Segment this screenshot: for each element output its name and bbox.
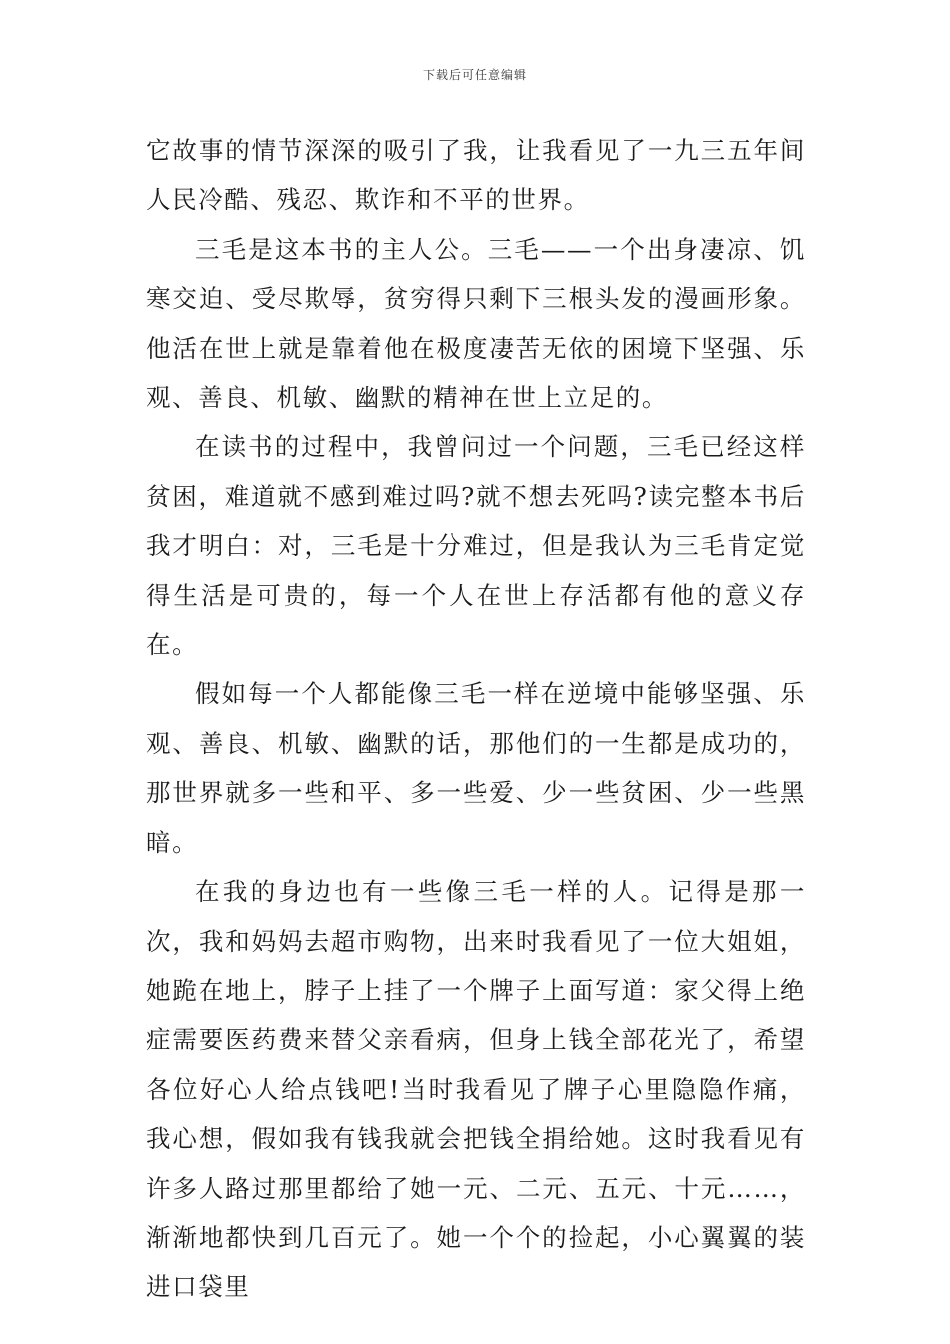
paragraph-5: 在我的身边也有一些像三毛一样的人。记得是那一次，我和妈妈去超市购物，出来时我看见了一位大姐姐，她跪在地上，脖子上挂了一个牌子上面写道：家父得上绝症需要医药费来替父亲看病，但身上钱全部花光了，希望各位好心人给点钱吧!当时我看见了牌子心里隐隐作痛，我心想，假如我有钱我就会把钱全捐给她。这时我看见有许多人路过那里都给了她一元、二元、五元、十元……，渐渐地都快到几百元了。她一个个的捡起，小心翼翼的装进口袋里 [146,877,806,1302]
paragraph-3: 在读书的过程中，我曾问过一个问题，三毛已经这样贫困，难道就不感到难过吗?就不想去死吗?读完整本书后我才明白：对，三毛是十分难过，但是我认为三毛肯定觉得生活是可贵的，每一个人在世上存活都有他的意义存在。 [146,432,806,660]
paragraph-1: 它故事的情节深深的吸引了我，让我看见了一九三五年间人民冷酷、残忍、欺诈和不平的世界。 [146,136,806,215]
page-header-note: 下载后可任意编辑 [422,68,527,82]
paragraph-2: 三毛是这本书的主人公。三毛——一个出身凄凉、饥寒交迫、受尽欺辱，贫穷得只剩下三根头发的漫画形象。他活在世上就是靠着他在极度凄苦无依的困境下坚强、乐观、善良、机敏、幽默的精神在世上立足的。 [146,234,806,413]
paragraph-4: 假如每一个人都能像三毛一样在逆境中能够坚强、乐观、善良、机敏、幽默的话，那他们的一生都是成功的，那世界就多一些和平、多一些爱、少一些贫困、少一些黑暗。 [146,679,806,857]
document-body [146,126,806,1312]
